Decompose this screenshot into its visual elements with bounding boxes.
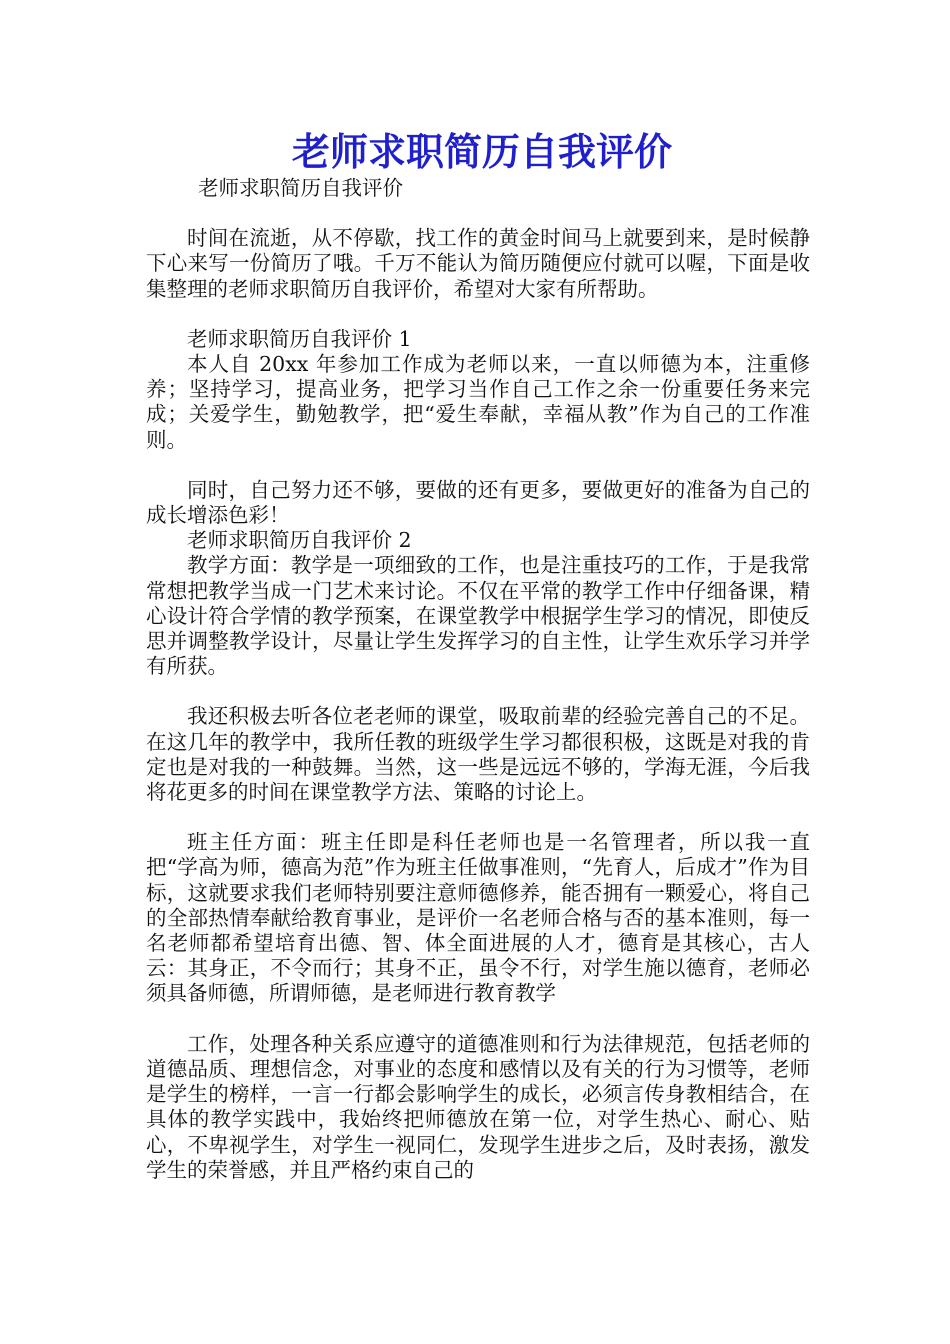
document-title: 老师求职简历自我评价 xyxy=(291,130,672,174)
blank-line xyxy=(146,302,810,327)
document-subtitle: 老师求职简历自我评价 xyxy=(198,176,403,200)
paragraph-class-teacher: 班主任方面：班主任即是科任老师也是一名管理者，所以我一直把“学高为师，德高为范”作为班主任做事准则，“先育人，后成才”作为目标，这就要求我们老师特别要注意师德修养，能否拥有一颗爱心，将自己的全部热情奉献给教育事业，是评价一名老师合格与否的基本准则，每一名老师都希望培育出德、智、体全面进展的人才，德育是其核心，古人云：其身正，不令而行；其身不正，虽令不行，对学生施以德育，老师必须具备师德，所谓师德，是老师进行教育教学 xyxy=(146,830,810,1006)
blank-line xyxy=(146,1007,810,1032)
section-heading-1: 老师求职简历自我评价 1 xyxy=(187,326,412,351)
paragraph-intro: 时间在流逝，从不停歇，找工作的黄金时间马上就要到来，是时候静下心来写一份简历了哦。千万不能认为简历随便应付就可以喔，下面是收集整理的老师求职简历自我评价，希望对大家有所帮助。 xyxy=(146,226,810,301)
paragraph-section1-closing: 同时，自己努力还不够，要做的还有更多，要做更好的准备为自己的成长增添色彩！ xyxy=(146,477,810,528)
paragraph-teaching: 教学方面：教学是一项细致的工作，也是注重技巧的工作，于是我常常想把教学当成一门艺术来讨论。不仅在平常的教学工作中仔细备课，精心设计符合学情的教学预案，在课堂教学中根据学生学习的情况，即使反思并调整教学设计，尽量让学生发挥学习的自主性，让学生欢乐学习并学有所获。 xyxy=(146,553,810,679)
paragraph-ethics: 工作，处理各种关系应遵守的道德准则和行为法律规范，包括老师的道德品质、理想信念，对事业的态度和感情以及有关的行为习惯等，老师是学生的榜样，一言一行都会影响学生的成长，必须言传身教相结合，在具体的教学实践中，我始终把师德放在第一位，对学生热心、耐心、贴心，不卑视学生，对学生一视同仁，发现学生进步之后，及时表扬，激发学生的荣誉感，并且严格约束自己的 xyxy=(146,1031,810,1182)
blank-line xyxy=(146,679,810,704)
paragraph-section1-body: 本人自 20xx 年参加工作成为老师以来，一直以师德为本，注重修养；坚持学习，提高业务，把学习当作自己工作之余一份重要任务来完成；关爱学生，勤勉教学，把“爱生奉献，幸福从教”作为自己的工作准则。 xyxy=(146,352,810,452)
blank-line xyxy=(146,201,810,226)
document-page xyxy=(146,126,810,1183)
blank-line xyxy=(146,805,810,830)
section-heading-2: 老师求职简历自我评价 2 xyxy=(187,528,412,553)
paragraph-learning: 我还积极去听各位老老师的课堂，吸取前辈的经验完善自己的不足。在这几年的教学中，我所任教的班级学生学习都很积极，这既是对我的肯定也是对我的一种鼓舞。当然，这一些是远远不够的，学海无涯，今后我将花更多的时间在课堂教学方法、策略的讨论上。 xyxy=(146,704,810,805)
blank-line xyxy=(146,453,810,478)
